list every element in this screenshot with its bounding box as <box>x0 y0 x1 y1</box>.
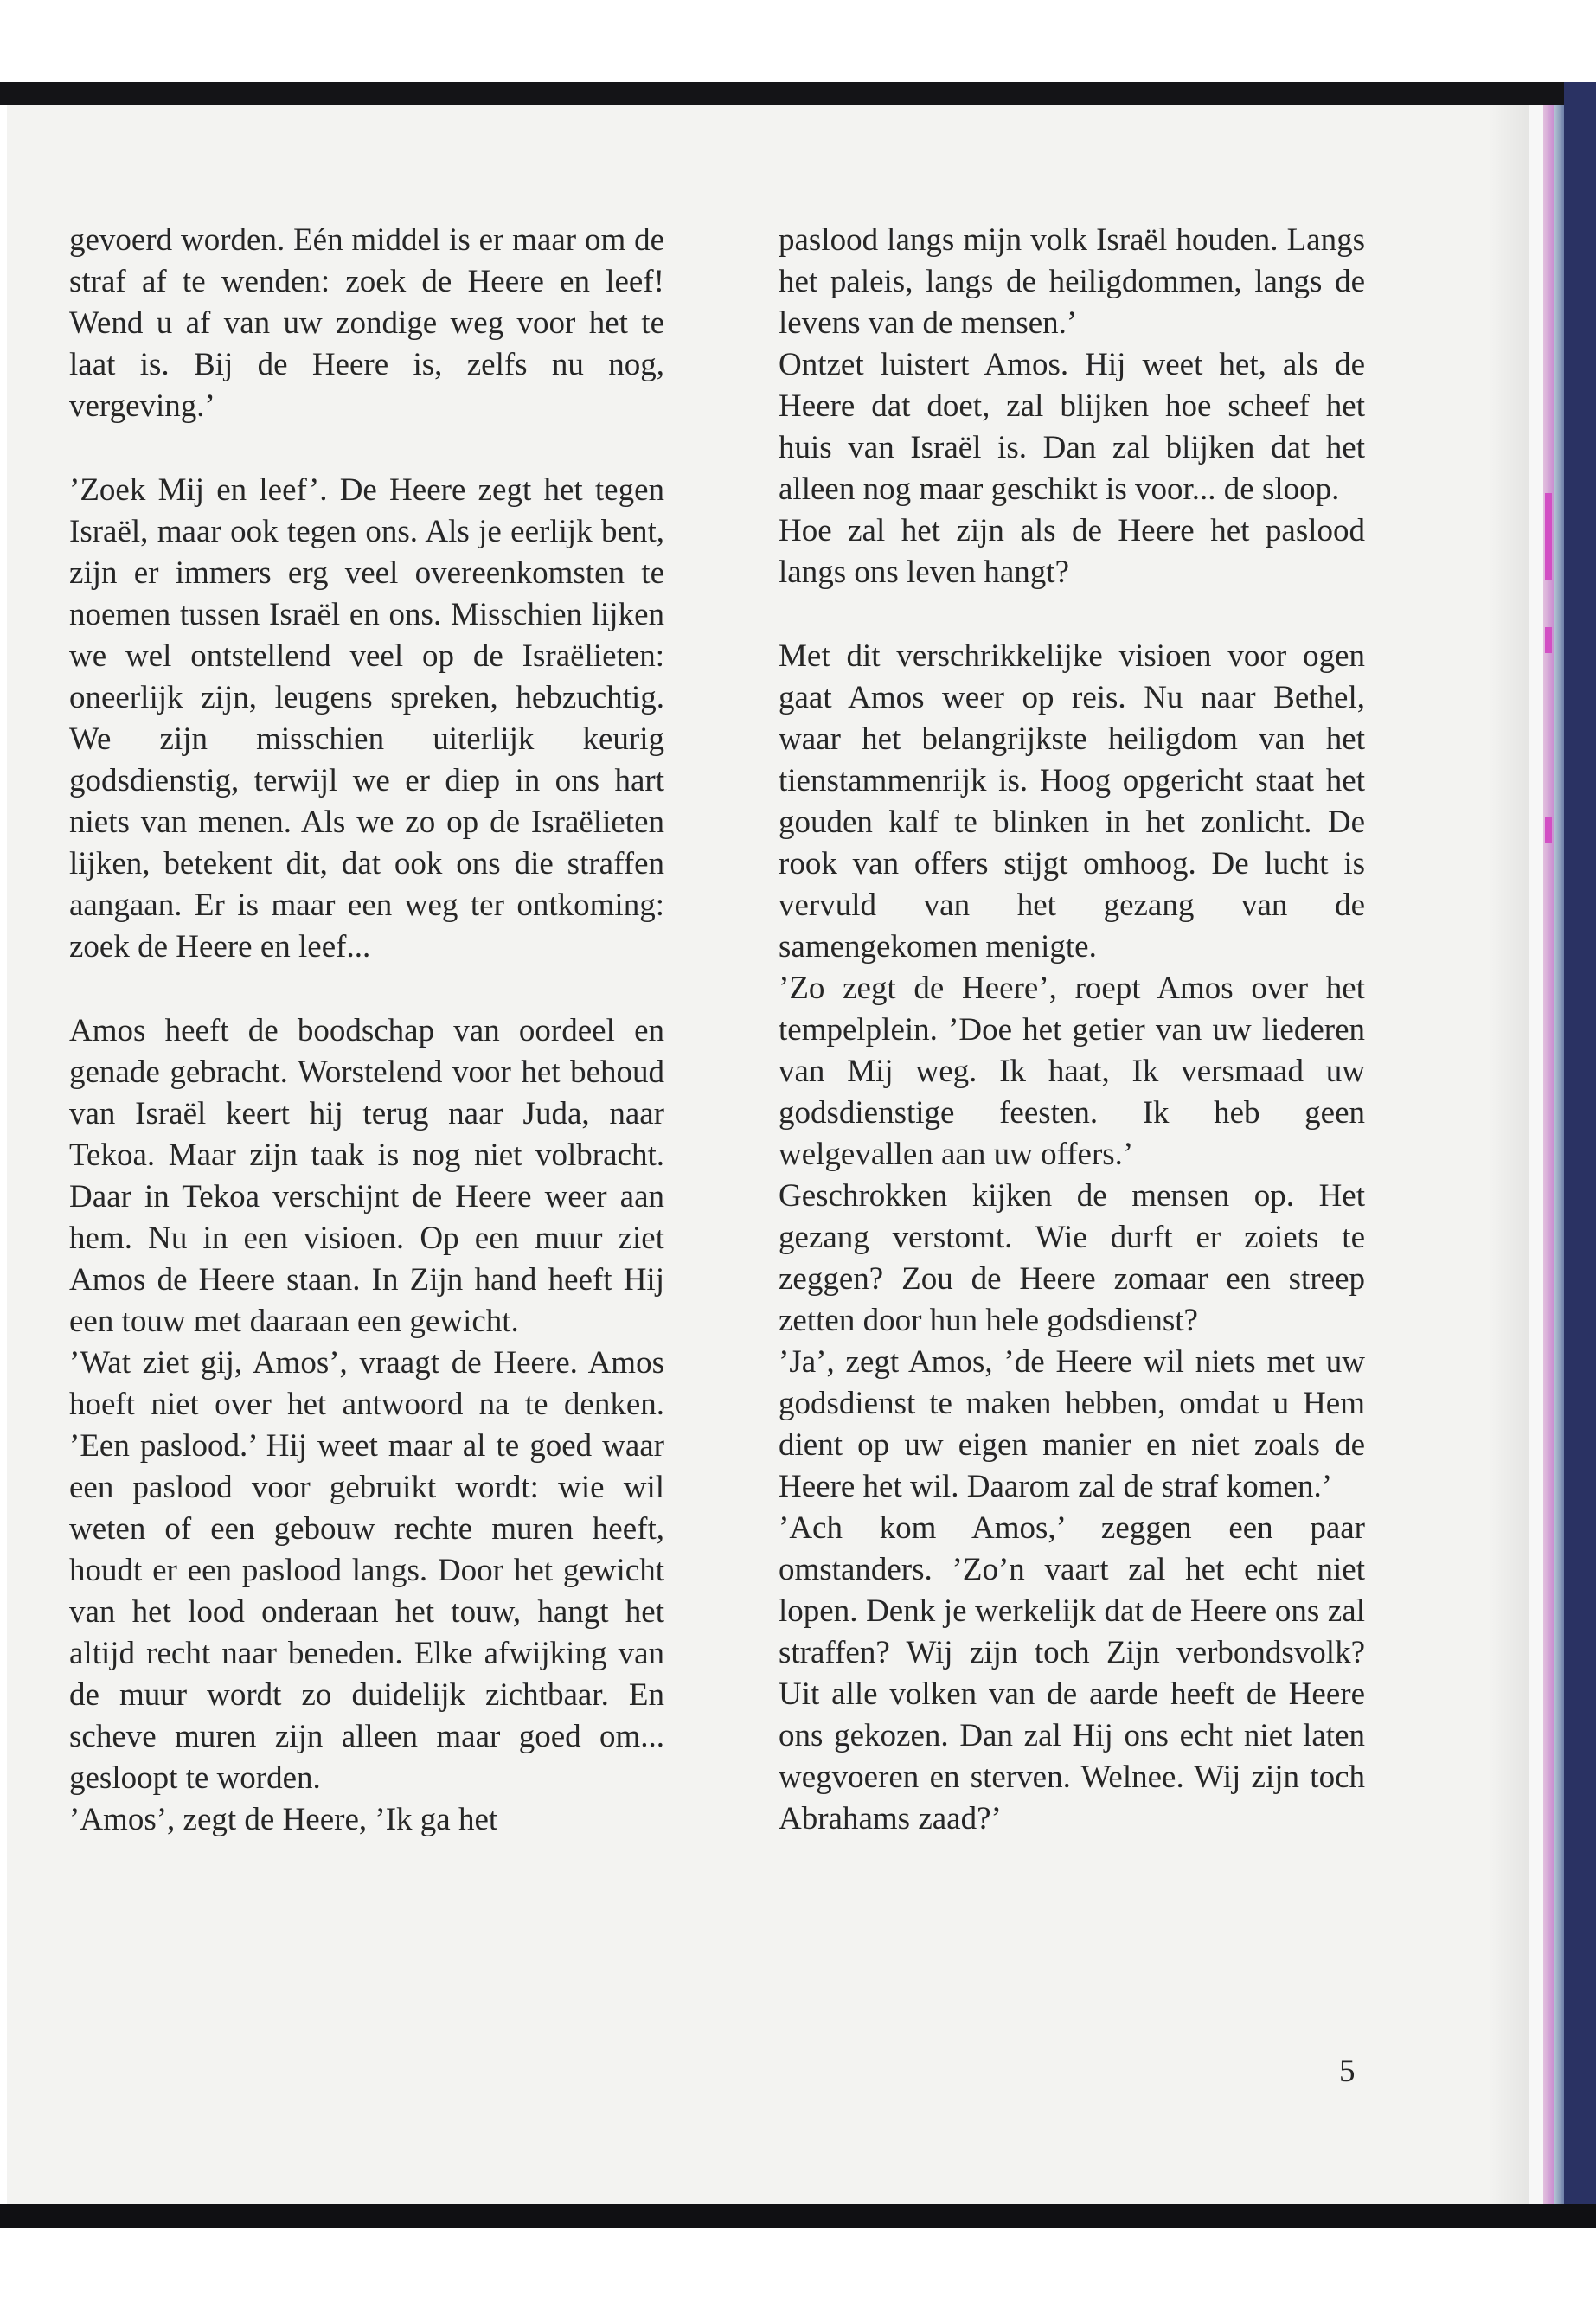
page-gutter-shadow <box>1488 105 1529 2204</box>
left-text-column <box>69 220 664 1841</box>
paragraph: ’Ja’, zegt Amos, ’de Heere wil niets met uw godsdienst te maken hebben, omdat u Hem dient op uw eigen manier en niet zoals de Heere het wil. Daarom zal de straf komen.’ <box>779 1344 1365 1504</box>
book-cover-edge <box>1564 82 1596 2228</box>
paragraph: ’Zoek Mij en leef’. De Heere zegt het tegen Israël, maar ook tegen ons. Als je eerlijk bent, zijn er immers erg veel overeenkomsten te noemen tussen Israël en ons. Misschien lijken we wel ontstellend veel op de Israëlieten: oneerlijk zijn, leugens spreken, hebzuchtig. We zijn misschien uiterlijk keurig godsdienstig, terwijl we er diep in ons hart niets van menen. Als we zo op de Israëlieten lijken, betekent dit, dat ook ons die straffen aangaan. Er is maar een weg ter ontkoming: zoek de Heere en leef... <box>69 472 664 965</box>
paragraph: Met dit verschrikkelijke visioen voor ogen gaat Amos weer op reis. Nu naar Bethel, waar het belangrijkste heiligdom van het tienstammenrijk is. Hoog opgericht staat het gouden kalf te blinken in het zonlicht. De rook van offers stijgt omhoog. De lucht is vervuld van het gezang van de samengekomen menigte. <box>779 638 1365 965</box>
page-number: 5 <box>1339 2054 1356 2089</box>
right-text-column <box>779 220 1365 1840</box>
paragraph: Amos heeft de boodschap van oordeel en genade gebracht. Worstelend voor het behoud van Israël keert hij terug naar Juda, naar Tekoa. Maar zijn taak is nog niet volbracht. Daar in Tekoa verschijnt de Heere weer aan hem. Nu in een visioen. Op een muur ziet Amos de Heere staan. In Zijn hand heeft Hij een touw met daaraan een gewicht. <box>69 1013 664 1339</box>
page-stack-shadow <box>1554 105 1564 2204</box>
scan-border-bottom <box>0 2204 1596 2228</box>
index-tab-marker <box>1545 627 1552 653</box>
paragraph: ’Amos’, zegt de Heere, ’Ik ga het <box>69 1802 498 1837</box>
paragraph: ’Ach kom Amos,’ zeggen een paar omstanders. ’Zo’n vaart zal het echt niet lopen. Denk je werkelijk dat de Heere ons zal straffen? Wij zijn toch Zijn verbondsvolk? Uit alle volken van de aarde heeft de Heere ons gekozen. Dan zal Hij ons echt niet laten wegvoeren en sterven. Welnee. Wij zijn toch Abrahams zaad?’ <box>779 1510 1365 1836</box>
paragraph: paslood langs mijn volk Israël houden. Langs het paleis, langs de heiligdommen, langs de levens van de mensen.’ <box>779 222 1365 341</box>
paragraph: Geschrokken kijken de mensen op. Het gezang verstomt. Wie durft er zoiets te zeggen? Zou de Heere zomaar een streep zetten door hun hele godsdienst? <box>779 1178 1365 1338</box>
paragraph: Hoe zal het zijn als de Heere het paslood langs ons leven hangt? <box>779 513 1365 590</box>
page-edge <box>1529 105 1543 2204</box>
scan-border-top <box>0 82 1596 105</box>
paragraph: Ontzet luistert Amos. Hij weet het, als de Heere dat doet, zal blijken hoe scheef het huis van Israël is. Dan zal blijken dat het alleen nog maar geschikt is voor... de sloop. <box>779 347 1365 507</box>
index-tab-marker <box>1545 493 1552 580</box>
paragraph: ’Wat ziet gij, Amos’, vraagt de Heere. Amos hoeft niet over het antwoord na te denken. ’Een paslood.’ Hij weet maar al te goed waar een paslood voor gebruikt wordt: wie wil weten of een gebouw rechte muren heeft, houdt er een paslood langs. Door het gewicht van het lood onderaan het touw, hangt het altijd recht naar beneden. Elke afwijking van de muur wordt zo duidelijk zichtbaar. En scheve muren zijn alleen maar goed om... gesloopt te worden. <box>69 1345 664 1796</box>
paragraph: gevoerd worden. Eén middel is er maar om de straf af te wenden: zoek de Heere en leef! Wend u af van uw zondige weg voor het te laat is. Bij de Heere is, zelfs nu nog, vergeving.’ <box>69 222 664 424</box>
page-stack-edge <box>1543 105 1554 2204</box>
index-tab-marker <box>1545 817 1552 843</box>
paragraph: ’Zo zegt de Heere’, roept Amos over het tempelplein. ’Doe het getier van uw liederen van Mij weg. Ik haat, Ik versmaad uw godsdienstige feesten. Ik heb geen welgevallen aan uw offers.’ <box>779 971 1365 1172</box>
